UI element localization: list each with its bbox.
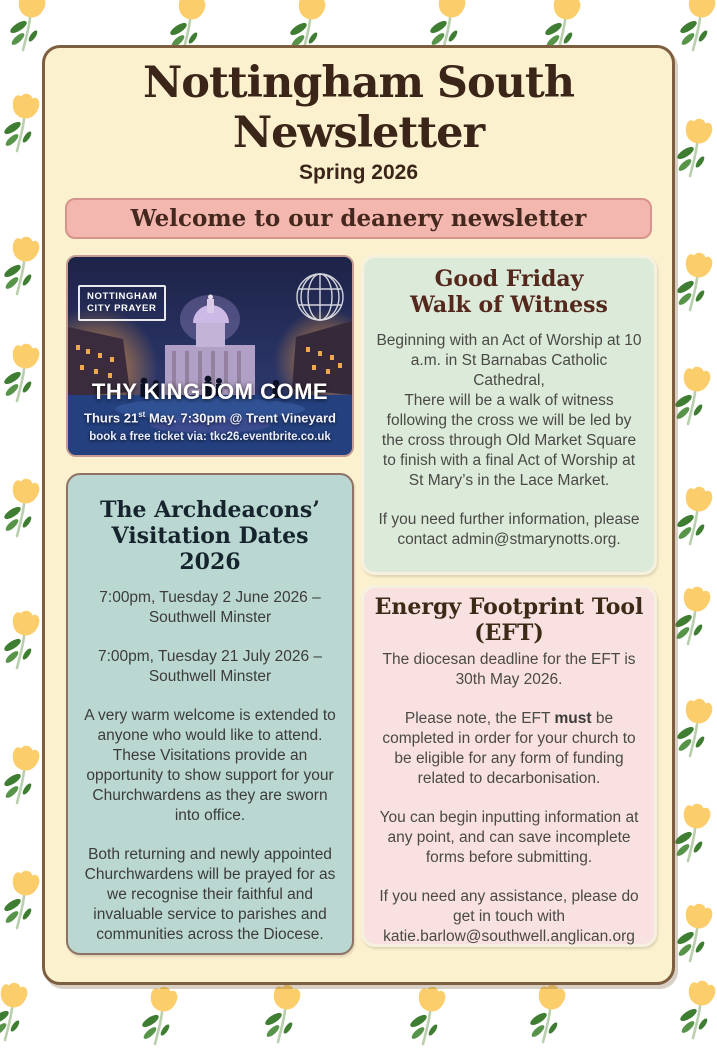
thy-kingdom-come-logo-icon	[294, 271, 346, 323]
good-friday-title-line2: Walk of Witness	[410, 292, 608, 318]
poster-date-prefix: Thurs 21	[84, 410, 139, 425]
left-column	[66, 255, 354, 955]
tulip-icon	[675, 486, 717, 546]
tulip-icon	[0, 982, 32, 1042]
poster-date-line	[68, 410, 352, 425]
good-friday-title-line1: Good Friday	[434, 266, 584, 292]
archdeacons-prayer-text: Both returning and newly appointed Churchwardens will be prayed for as we recognise their faithful and invaluable service to parishes and communities across the Diocese.	[84, 846, 336, 943]
poster-date-superscript: st	[138, 409, 146, 419]
eft-assistance-contact: If you need any assistance, please do get in touch with katie.barlow@southwell.anglican.org	[379, 888, 639, 945]
archdeacons-welcome-text: A very warm welcome is extended to anyone who would like to attend. These Visitations provide an opportunity to show support for your Churchwardens as they are sworn into office.	[84, 707, 336, 824]
eft-title	[374, 594, 644, 646]
eft-must-bold: must	[554, 710, 592, 727]
issue-subtitle: Spring 2026	[298, 161, 419, 184]
nottingham-city-prayer-badge	[78, 285, 166, 321]
right-column	[361, 255, 657, 955]
tulip-icon	[675, 698, 717, 758]
eft-input-info: You can begin inputting information at any point, and can save incomplete forms before submitting.	[379, 809, 639, 866]
eft-box	[361, 585, 657, 947]
archdeacons-title-line2: Visitation Dates 2026	[111, 523, 309, 575]
welcome-banner	[65, 198, 652, 239]
tulip-icon	[678, 980, 717, 1040]
event-poster	[66, 255, 354, 457]
tulip-icon	[673, 586, 715, 646]
poster-booking-line: book a free ticket via: tkc26.eventbrite.co.uk	[89, 431, 331, 443]
tulip-icon	[2, 610, 44, 670]
archdeacons-title-line1: The Archdeacons’	[100, 497, 320, 523]
good-friday-intro: Beginning with an Act of Worship at 10 a.m. in St Barnabas Catholic Cathedral,	[376, 332, 642, 389]
poster-date-suffix: May. 7:30pm @ Trent Vineyard	[145, 410, 336, 425]
eft-title-line2: (EFT)	[474, 620, 544, 646]
title-line2: Newsletter	[232, 108, 485, 158]
tulip-icon	[678, 0, 717, 52]
tulip-icon	[140, 986, 182, 1046]
eft-must-suffix: be completed in order for your church to be eligible for any form of funding related to decarbonisation.	[382, 710, 636, 787]
tulip-icon	[8, 0, 50, 52]
tulip-icon	[673, 803, 715, 863]
tulip-icon	[673, 366, 715, 426]
archdeacons-title	[78, 497, 342, 575]
eft-must-prefix: Please note, the EFT	[404, 710, 555, 727]
tulip-icon	[675, 118, 717, 178]
archdeacons-date-1: 7:00pm, Tuesday 2 June 2026 – Southwell Minster	[99, 589, 321, 626]
tulip-icon	[2, 93, 44, 153]
archdeacons-date-2: 7:00pm, Tuesday 21 July 2026 – Southwell Minster	[97, 648, 323, 685]
poster-headline: THY KINGDOM COME	[91, 379, 329, 404]
eft-deadline: The diocesan deadline for the EFT is 30th May 2026.	[382, 651, 636, 688]
good-friday-title	[374, 266, 644, 318]
tulip-icon	[263, 984, 305, 1044]
badge-line2: CITY PRAYER	[87, 303, 157, 314]
eft-must-note	[374, 709, 644, 789]
tulip-icon	[675, 903, 717, 963]
tulip-icon	[2, 478, 44, 538]
tulip-icon	[528, 984, 570, 1044]
tulip-icon	[408, 986, 450, 1046]
welcome-banner-text: Welcome to our deanery newsletter	[130, 205, 587, 232]
newsletter-card	[42, 45, 675, 985]
eft-title-line1: Energy Footprint Tool	[374, 594, 644, 620]
tulip-icon	[2, 236, 44, 296]
tulip-icon	[2, 870, 44, 930]
content-columns	[66, 255, 657, 955]
title-line1: Nottingham South	[142, 58, 575, 108]
tulip-icon	[2, 343, 44, 403]
tulip-icon	[675, 252, 717, 312]
tulip-icon	[2, 745, 44, 805]
archdeacons-visitation-box	[66, 473, 354, 955]
good-friday-contact: If you need further information, please contact admin@stmarynotts.org.	[378, 511, 640, 548]
good-friday-box	[361, 255, 657, 575]
badge-line1: NOTTINGHAM	[87, 291, 158, 302]
good-friday-walk-details: There will be a walk of witness following the cross we will be led by the cross through Old Market Square to finish with a final Act of Worship at St Mary’s in the Lace Market.	[381, 392, 637, 489]
page-title	[45, 58, 672, 158]
